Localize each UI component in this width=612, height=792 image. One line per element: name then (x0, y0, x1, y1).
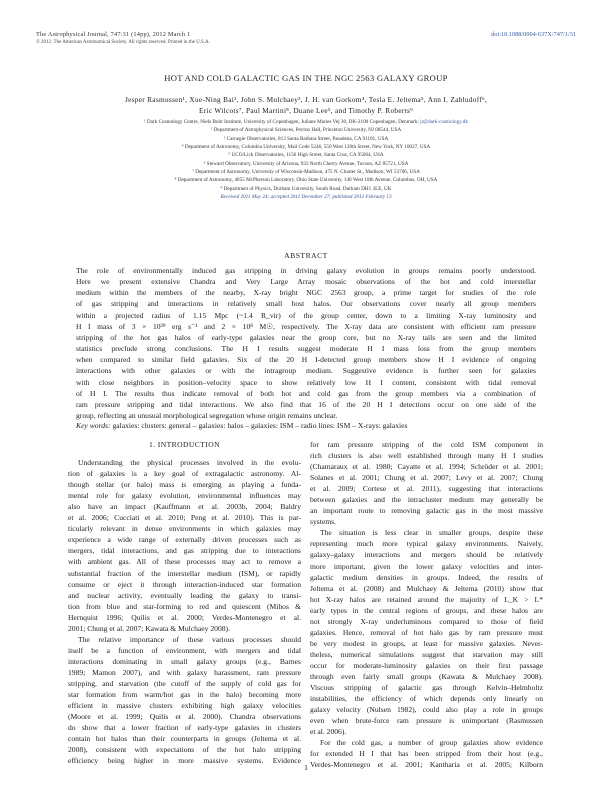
text-line: an important route to removing galactic gas in the most massive (310, 506, 543, 516)
text-line: efficient in massive clusters exhibiting high galaxy velocities (68, 701, 301, 711)
text-line: systems. (310, 517, 336, 527)
text-line: Understanding the physical processes involved in the evolu- (78, 458, 301, 468)
affiliation: ⁶ Steward Observatory, University of Arizona, 933 North Cherry Avenue, Tucson, AZ 85721, USA (203, 160, 409, 167)
text-line: (Chamaraux et al. 1980; Cayatte et al. 1994; Schröder et al. 2001; (310, 462, 543, 472)
text-line: itself be a function of environment, with mergers and tidal (68, 645, 301, 655)
page-number: 1 (304, 763, 308, 772)
right-column (310, 439, 543, 770)
text-line: be very modest in groups, at least for massive galaxies. Never- (310, 638, 543, 648)
text-line: instabilities, the efficiency of which depends only linearly on (310, 694, 543, 704)
abstract-body (76, 265, 536, 421)
text-line: galaxies. Hence, removal of hot halo gas by ram pressure must (310, 627, 543, 637)
text-line: more important, given the lower galaxy velocities and inter- (310, 561, 543, 571)
journal-citation: The Astrophysical Journal, 747:31 (14pp), 2012 March 1 (36, 31, 191, 38)
author-line: Jesper Rasmussen¹, Xue-Ning Bai², John S. Mulchaey³, J. H. van Gorkom⁴, Tesla E. Jeltema⁵, Ann I. Zabludoff⁶, (124, 95, 488, 104)
text-line: efficiency being higher in more massive systems. Evidence (68, 756, 301, 766)
text-line: tion from blue and star-forming to red and quiescent (Mihos & (68, 601, 301, 611)
text-line: through even fairly small groups (Kawata & Mulchaey 2008). (310, 671, 543, 681)
left-column-text (68, 457, 301, 766)
text-line: mental role for galaxy evolution, environmental influences may (68, 491, 301, 501)
text-line: 1989; Mamon 2007), and with galaxy harassment, ram pressure (68, 667, 301, 677)
text-line: ticularly relevant in dense environments in which galaxies may (68, 524, 301, 534)
text-line: Viscous stripping of galactic gas through Kelvin–Helmholtz (310, 683, 543, 693)
keywords-label: Key words: (76, 421, 111, 430)
affiliation: ⁹ Department of Physics, Durham University, South Road, Durham DH1 3LE, UK (220, 185, 392, 192)
text-line: hot X-ray halos are retained around the majority of L_K > L* (310, 594, 543, 604)
text-line: ram pressure stripping and tidal interactions. We also find that 16 of the 20 H I detections occur on one side of the (76, 399, 536, 409)
text-line: medium within the members of the nearby, X-ray bright NGC 2563 group, a prime target for studies of the role (76, 288, 536, 298)
text-line: rich clusters is also well established through many H I studies (310, 451, 543, 461)
text-line: stripping of the hot gas halos of early-type galaxies near the group core, but no X-ray tails are seen and the limited (76, 332, 536, 342)
text-line: interactions dominating in small galaxy groups (e.g., Barnes (68, 656, 301, 666)
doi-link[interactable]: doi:10.1088/0004-637X/747/1/31 (491, 31, 576, 38)
text-line: stripping, and starvation (the cutoff of the supply of cold gas for (68, 678, 301, 688)
affiliation: ⁸ Department of Astronomy, 4055 McPherson Laboratory, Ohio State University, 140 West 18th Avenue, Columbus, OH, USA (174, 177, 438, 184)
keywords-text: galaxies: clusters: general – galaxies: halos – galaxies: ISM – radio lines: ISM – X-rays: galaxies (112, 421, 408, 430)
text-line: et al. 2006). (310, 727, 347, 737)
text-line: H I mass of 3 × 10³⁹ erg s⁻¹ and 2 × 10⁸ M☉, respectively. The X-ray data are consistent with efficient ram pressure (76, 321, 536, 331)
text-line: consume or eject it through interaction-induced star formation (68, 579, 301, 589)
text-line: 2008), consistent with expectations of the hot halo stripping (68, 745, 301, 755)
running-header (36, 31, 210, 47)
email-link[interactable]: jr@dark-cosmology.dk (420, 119, 468, 125)
text-line: Hernquist 1996; Quilis et al. 2000; Verdes-Montenegro et al. (68, 612, 301, 622)
text-line: when compared to similar field galaxies. Six of the 20 H I-detected group members show H I evidence of ongoing (76, 355, 536, 365)
text-line: Solanes et al. 2001; Chung et al. 2007; Levy et al. 2007; Chung (310, 473, 543, 483)
affiliations (40, 118, 572, 201)
affiliation: ² Department of Astrophysical Sciences, Peyton Hall, Princeton University, NJ 08544, USA (210, 127, 402, 134)
affiliation: ⁴ Department of Astronomy, Columbia University, Mail Code 5246, 550 West 120th Street, New York, NY 10027, USA (181, 144, 431, 151)
text-line: theless, numerical simulations suggest that starvation may still (310, 649, 543, 659)
text-line: not strongly X-ray underluminous compared to those of field (310, 616, 543, 626)
abstract-heading: ABSTRACT (284, 251, 328, 260)
text-line: (Moore et al. 1999; Quilis et al. 2000). Chandra observations (68, 712, 301, 722)
affiliation: ³ Carnegie Observatories, 813 Santa Barbara Street, Pasadena, CA 91101, USA (223, 135, 389, 142)
text-line: contain hot halos than their counterparts in groups (Jeltema et al. (68, 734, 301, 744)
text-line: group, reflecting an unusual morphological segregation whose origin remains unclear. (76, 411, 338, 421)
text-line: galaxy–galaxy interactions and mergers should be relatively (310, 550, 543, 560)
author-line: Eric Wilcots⁷, Paul Martini⁸, Duane Lee⁵, and Timothy P. Roberts⁹ (199, 105, 413, 115)
text-line: galactic medium densities in groups. Indeed, the results of (310, 572, 543, 582)
text-line: The role of environmentally induced gas stripping in driving galaxy evolution in groups remains poorly understood. (76, 266, 536, 275)
affiliation: ⁵ UCO/Lick Observatories, 1156 High Street, Santa Cruz, CA 95064, USA (228, 152, 384, 159)
affiliation (40, 118, 572, 126)
paper-title: HOT AND COLD GALACTIC GAS IN THE NGC 2563 GALAXY GROUP (164, 73, 448, 83)
text-line: representing much more typical galaxy environments. Naively, (310, 539, 543, 549)
text-line: also have an impact (Kauffmann et al. 2003b, 2004; Baldry (68, 502, 301, 512)
text-line: experience a wide range of externally driven processes such as (68, 535, 301, 545)
text-line: Jeltema et al. (2008) and Mulchaey & Jeltema (2010) show that (310, 583, 543, 593)
text-line: of H I. The results thus indicate removal of both hot and cold gas from the group members via a combination of (76, 388, 536, 398)
text-line: Verdes-Montenegro et al. 2001; Kantharia et al. 2005; Kilborn (310, 760, 543, 770)
text-line: mergers, tidal interactions, and gas stripping due to interactions (68, 546, 301, 556)
text-line: for ram pressure stripping of the cold ISM component in (310, 440, 543, 449)
received-dates: Received 2011 May 24; accepted 2011 December 27; published 2012 February 13 (220, 194, 392, 201)
text-line: do show that a lower fraction of early-type galaxies in clusters (68, 723, 301, 733)
text-line: tion of galaxies is a key goal of extragalactic astronomy. Al- (68, 469, 301, 479)
text-line: The situation is less clear in smaller groups, despite these (320, 528, 543, 538)
text-line: within a projected radius of 1.15 Mpc (~1.4 R_vir) of the group center, down to a limiting X-ray luminosity and (76, 310, 536, 320)
copyright-line: © 2012. The American Astronomical Society. All rights reserved. Printed in the U.S.A. (36, 40, 210, 45)
text-line: early types in the central regions of groups, and these halos are (310, 605, 543, 615)
text-line: even when brute-force ram pressure is unimportant (Rasmussen (310, 716, 543, 726)
author-list (40, 95, 572, 116)
text-line: 2001; Chung et al. 2007; Kawata & Mulchaey 2008). (68, 623, 230, 633)
text-line: et al. 2006; Cucciati et al. 2010; Peng et al. 2010). This is par- (68, 513, 301, 523)
keywords (76, 421, 536, 430)
affiliation: ⁷ Department of Astronomy, University of Wisconsin-Madison, 475 N. Charter St., Madison, WI 53706, USA (192, 169, 420, 176)
text-line: between galaxies and the intracluster medium may generally be (310, 495, 543, 505)
text-line: Here we present extensive Chandra and Very Large Array mosaic observations of the hot and cold interstellar (76, 277, 536, 287)
section-heading: 1. INTRODUCTION (149, 440, 220, 449)
right-column-text (310, 439, 543, 770)
text-line: with close neighbors in position–velocity space to show relatively low H I content, consistent with tidal removal (76, 377, 536, 387)
text-line: and nuclear activity, eventually leading the galaxy to transi- (68, 590, 301, 600)
left-column (68, 439, 301, 766)
text-line: with ambient gas. All of these processes may act to remove a (68, 557, 301, 567)
text-line: substantial fraction of the interstellar medium (ISM), or rapidly (68, 568, 301, 578)
text-line: occur for moderate-luminosity galaxies on their first passage (310, 660, 543, 670)
text-line: for extended H I that has been stripped from their host (e.g., (310, 749, 543, 759)
text-line: star formation from warm/hot gas in the halo) becoming more (68, 690, 301, 700)
text-line: of gas stripping and interactions in relatively small host halos. Our observations cover nearly all group members (76, 299, 536, 309)
text-line: The relative importance of these various processes should (78, 634, 301, 644)
text-line: et al. 2009; Cortese et al. 2011), suggesting that interactions (310, 484, 543, 494)
text-line: For the cold gas, a number of group galaxies show evidence (320, 738, 543, 748)
text-line: though stellar (or halo) mass is emerging as playing a funda- (68, 480, 301, 490)
text-line: galaxy velocity (Nulsen 1982), could also play a role in groups (310, 705, 543, 715)
text-line: interactions with other galaxies or with the intragroup medium. Suggestive evidence is further seen for galaxies (76, 366, 536, 376)
text-line: statistics preclude strong conclusions. The H I results suggest moderate H I mass loss from the group members (76, 344, 536, 354)
affiliation-text: ¹ Dark Cosmology Centre, Niels Bohr Institute, University of Copenhagen, Juliane Maries Vej 30, DK-2100 Copenhagen, Denmark; (144, 119, 419, 125)
